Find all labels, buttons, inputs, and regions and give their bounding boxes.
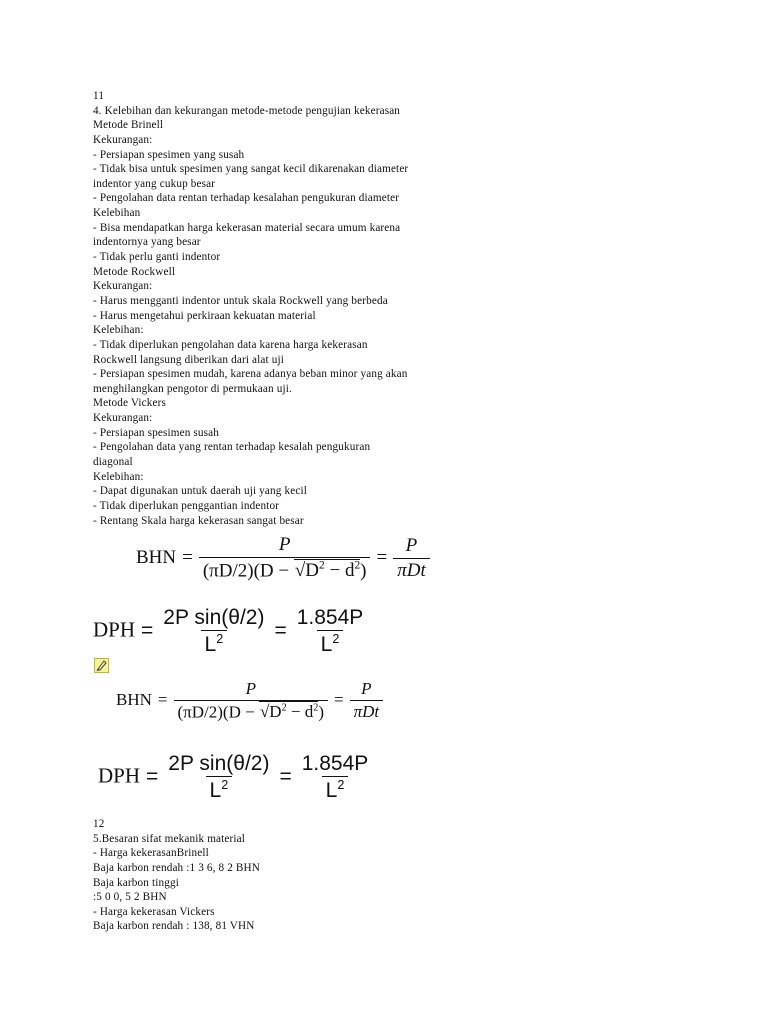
text-line: menghilangkan pengotor di permukaan uji. [93, 382, 292, 395]
text-line: 4. Kelebihan dan kekurangan metode-metode pengujian kekerasan [93, 104, 401, 117]
text-line: Kelebihan: [93, 470, 144, 483]
dph-lhs: DPH [93, 617, 136, 642]
text-line: - Pengolahan data rentan terhadap kesalahan pengukuran diameter [93, 192, 400, 205]
text-line: Baja karbon tinggi [93, 876, 179, 889]
text-line: Metode Brinell [93, 119, 164, 132]
text-line: - Persiapan spesimen yang susah [93, 148, 245, 161]
dph-formula: DPH = $\frac{\text{2P sin(θ/2)}}{L^2}$ = $\frac{1.854P}{L^2}$ [93, 606, 367, 656]
text-line: - Tidak diperlukan penggantian indentor [93, 499, 280, 512]
text-line: Baja karbon rendah : 138, 81 VHN [93, 920, 255, 933]
bhn-formula: BHN = $\frac{P}{(\pi D/2)(D - √D^2 - d^2)}$ = $\frac{P}{\text{πDt}}$ [136, 535, 430, 582]
text-line: - Rentang Skala harga kekerasan sangat besar [93, 514, 304, 527]
text-line: - Bisa mendapatkan harga kekerasan material secara umum karena [93, 221, 401, 234]
text-line: Baja karbon rendah :1 3 6, 8 2 BHN [93, 861, 260, 874]
text-block-hardness-methods [93, 89, 733, 528]
text-line: - Pengolahan data yang rentan terhadap kesalah pengukuran [93, 441, 371, 454]
text-line: Kekurangan: [93, 133, 153, 146]
text-line: 5.Besaran sifat mekanik material [93, 832, 246, 845]
bhn-fraction-1: $\frac{P}{(\pi D/2)(D - √D^2 - d^2)}$ [199, 535, 371, 582]
text-line: Kelebihan [93, 207, 141, 220]
bhn-lhs: BHN [136, 546, 177, 568]
dph-fraction-2: $\frac{1.854P}{L^2}$ [296, 606, 364, 657]
text-block-mechanical-properties [93, 817, 733, 934]
text-line: diagonal [93, 456, 133, 469]
text-line: - Persiapan spesimen susah [93, 426, 220, 439]
bhn-formula-repeat: BHN = $\frac{P}{(\pi D/2)(D - √D^2 - d^2)}$ = $\frac{P}{\text{πDt}}$ [116, 680, 383, 722]
text-line: :5 0 0, 5 2 BHN [93, 891, 167, 904]
dph-fraction-1: $\frac{\text{2P sin(θ/2)}}{L^2}$ [163, 606, 265, 657]
text-line: - Harus mengganti indentor untuk skala Rockwell yang berbeda [93, 294, 388, 307]
text-line: - Harga kekerasanBrinell [93, 847, 209, 860]
text-line: - Harus mengetahui perkiraan kekuatan material [93, 309, 316, 322]
broken-image-icon [94, 658, 109, 673]
text-line: - Persiapan spesimen mudah, karena adanya beban minor yang akan [93, 368, 408, 381]
text-line: Kelebihan: [93, 324, 144, 337]
sqrt-sign: $√D^2 - d^2$ [294, 559, 361, 582]
text-line: - Tidak perlu ganti indentor [93, 251, 221, 264]
text-line: indentor yang cukup besar [93, 177, 216, 190]
text-line: 12 [93, 818, 105, 830]
text-line: Kekurangan: [93, 280, 153, 293]
text-line: - Harga kekerasan Vickers [93, 905, 215, 918]
bhn-fraction-2: $\frac{P}{\text{πDt}}$ [393, 536, 430, 582]
text-line: - Dapat digunakan untuk daerah uji yang kecil [93, 485, 307, 498]
text-line: Metode Rockwell [93, 265, 176, 278]
text-line: Kekurangan: [93, 412, 153, 425]
dph-formula-repeat: DPH = $\frac{\text{2P sin(θ/2)}}{L^2}$ = $\frac{1.854P}{L^2}$ [98, 752, 369, 803]
text-line: - Tidak bisa untuk spesimen yang sangat kecil dikarenakan diameter [93, 163, 409, 176]
text-line: Metode Vickers [93, 397, 166, 410]
text-line: 11 [93, 90, 105, 102]
text-line: - Tidak diperlukan pengolahan data karena harga kekerasan [93, 338, 368, 351]
text-line: indentornya yang besar [93, 236, 201, 249]
text-line: Rockwell langsung diberikan dari alat uji [93, 353, 285, 366]
